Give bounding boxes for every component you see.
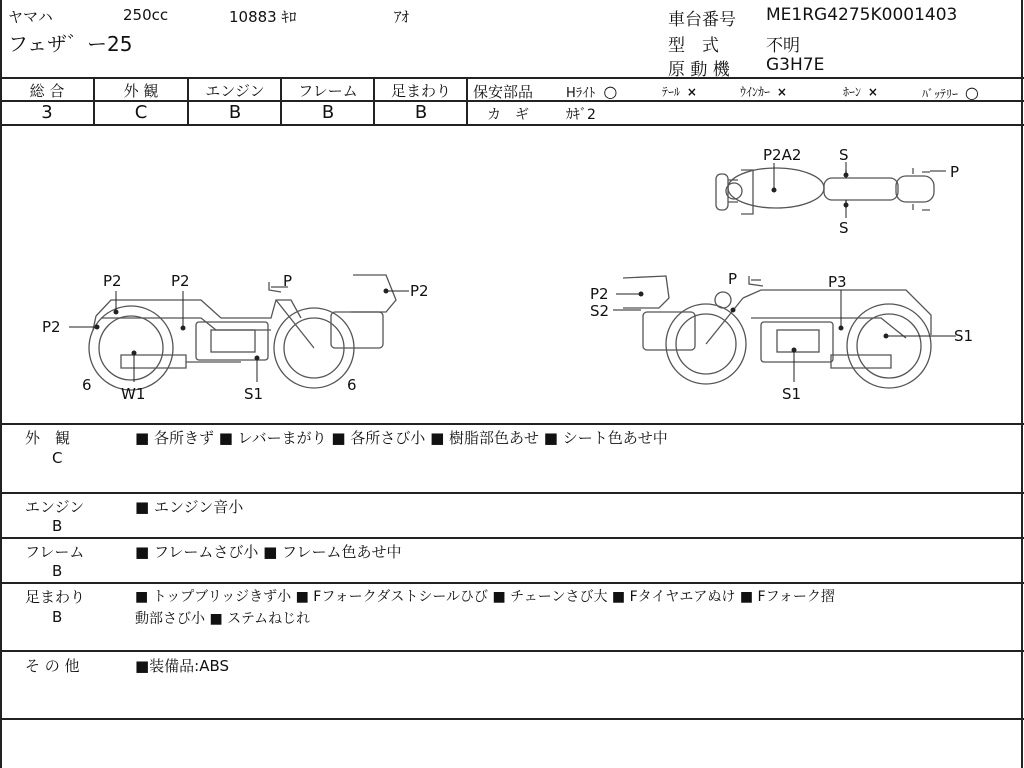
damage-mark-top-p: P (950, 163, 960, 181)
divider-remark-5 (0, 718, 1024, 720)
right-side-drawing (623, 276, 931, 388)
safety-item-horn (843, 83, 878, 100)
displacement: 250cc (123, 6, 169, 24)
remark-label-suspension: 足まわり (25, 588, 86, 606)
remark-grade-frame: B (52, 562, 63, 580)
damage-mark-right-p2: P2 (590, 285, 609, 303)
border-right (1021, 0, 1023, 768)
key-label: カ ギ (487, 107, 529, 123)
engine-label: 原 動 機 (668, 60, 730, 80)
remark-grade-suspension: B (52, 608, 63, 626)
safety-mark: × (776, 85, 787, 99)
divider-remark-3 (0, 582, 1024, 584)
remark-text-frame: ■ フレームさび小 ■ フレーム色あせ中 (135, 543, 402, 561)
damage-mark-left-p2-seat: P2 (171, 272, 190, 290)
grade-header-exterior: 外 観 (123, 82, 159, 100)
grade-suspension: B (414, 102, 428, 123)
safety-item-label: Hﾗｲﾄ (566, 86, 596, 101)
damage-mark-left-p2-fender: P2 (42, 318, 61, 336)
grade-engine: B (228, 102, 242, 123)
damage-dots (95, 173, 889, 361)
grade-exterior: C (134, 102, 148, 123)
chassis-value: ME1RG4275K0001403 (766, 5, 958, 25)
damage-mark-left-p2-cowl: P2 (410, 282, 429, 300)
grade-header-suspension: 足まわり (390, 82, 451, 100)
safety-mark: ○ (964, 83, 979, 102)
damage-mark-right-s1-engine: S1 (782, 385, 802, 403)
safety-mark: × (867, 85, 878, 99)
safety-item-tail (662, 83, 697, 100)
divider-remark-1 (0, 492, 1024, 494)
divider-diagram-bottom (0, 423, 1024, 425)
damage-mark-left-6-rear: 6 (82, 376, 92, 394)
remark-text-exterior: ■ 各所きず ■ レバーまがり ■ 各所さび小 ■ 樹脂部色あせ ■ シート色あせ中 (135, 429, 668, 447)
key-value: ｶｷﾞ2 (566, 107, 596, 123)
damage-mark-left-6-front: 6 (347, 376, 357, 394)
damage-mark-left-w1: W1 (121, 385, 146, 403)
grade-frame: B (321, 102, 335, 123)
safety-mark: × (686, 85, 697, 99)
safety-mark: ○ (603, 82, 618, 101)
type-value: 不明 (766, 36, 800, 56)
divider-remark-2 (0, 537, 1024, 539)
remark-grade-engine: B (52, 517, 63, 535)
damage-mark-right-s2: S2 (590, 302, 610, 320)
remark-text-engine: ■ エンジン音小 (135, 498, 244, 516)
grade-total: 3 (41, 102, 53, 123)
pointer-lines (69, 162, 956, 382)
chassis-label: 車台番号 (668, 10, 736, 30)
safety-item-winker (740, 83, 787, 100)
remark-label-frame: フレーム (25, 543, 85, 561)
damage-mark-right-p3: P3 (828, 273, 847, 291)
damage-mark-top-s-upper: S (839, 146, 849, 164)
safety-title: 保安部品 (473, 83, 534, 101)
engine-value: G3H7E (766, 55, 825, 75)
top-view-drawing (716, 168, 934, 214)
type-label: 型 式 (668, 36, 719, 56)
grade-header-total: 総 合 (29, 82, 65, 100)
damage-mark-right-p: P (728, 270, 738, 288)
remark-text-suspension: ■ トップブリッジきず小 ■ Fフォークダストシールひび ■ チェーンさび大 ■ Fタイヤエアぬけ ■ Fフォーク摺 (135, 589, 835, 605)
divider-remark-4 (0, 650, 1024, 652)
remark-label-engine: エンジン (25, 498, 85, 516)
remark-label-exterior: 外 観 (25, 429, 71, 447)
grade-header-engine: エンジン (205, 82, 265, 100)
damage-mark-top-s-lower: S (839, 219, 849, 237)
remark-text-other: ■装備品:ABS (135, 657, 230, 675)
remark-label-other: そ の 他 (25, 657, 80, 675)
damage-mark-right-s1-rear: S1 (954, 327, 974, 345)
damage-mark-top-p2a2: P2A2 (763, 146, 802, 164)
mileage: 10883 ｷﾛ (229, 8, 297, 26)
safety-item-headlight (566, 82, 617, 101)
left-side-drawing (89, 275, 396, 390)
safety-item-label: ｳｲﾝｶｰ (740, 85, 771, 99)
damage-mark-left-s1: S1 (244, 385, 264, 403)
color: ｱｵ (394, 8, 410, 26)
remark-grade-exterior: C (52, 449, 63, 467)
damage-mark-left-p: P (283, 272, 293, 290)
safety-item-label: ﾊﾞｯﾃﾘｰ (922, 87, 959, 101)
maker: ヤマハ (8, 8, 53, 26)
safety-item-label: ﾃｰﾙ (662, 85, 681, 99)
remark-text-suspension-cont: 動部さび小 ■ ステムねじれ (135, 611, 311, 627)
safety-item-battery (922, 83, 979, 102)
model-name: フェザ゛ー25 (8, 32, 133, 56)
safety-item-label: ﾎｰﾝ (843, 85, 862, 99)
divider-header (0, 77, 1024, 79)
bike-diagram (1, 126, 1021, 423)
grade-header-frame: フレーム (298, 82, 358, 100)
damage-mark-left-p2-rear: P2 (103, 272, 122, 290)
